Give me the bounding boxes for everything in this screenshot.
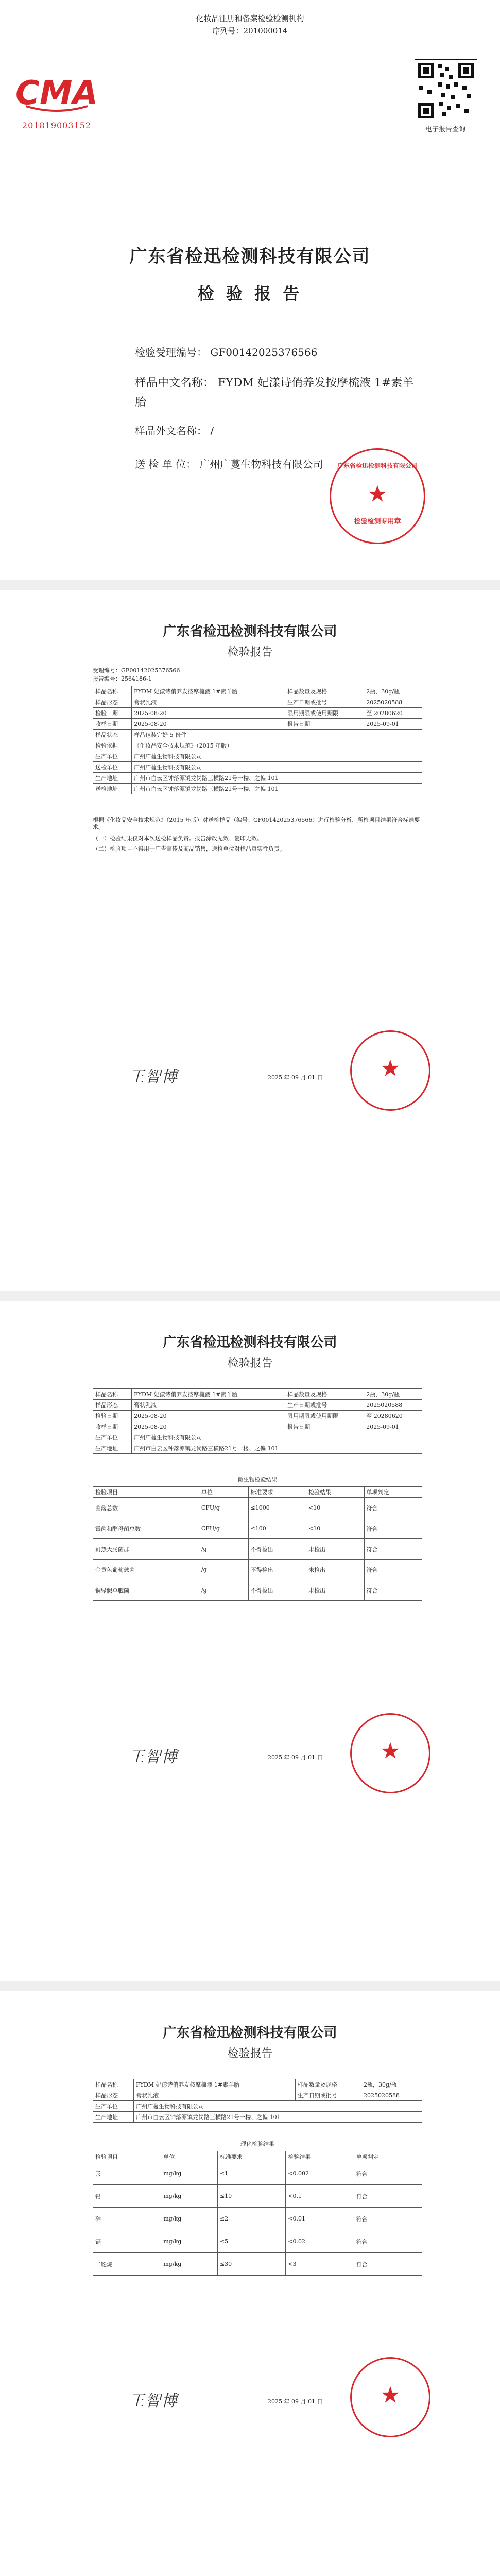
table-row <box>93 2185 422 2208</box>
table-cell: 符合 <box>364 1518 422 1539</box>
table-cell: 符合 <box>364 1580 422 1601</box>
table-cell: 检验日期 <box>93 1411 132 1421</box>
page4-date: 2025 年 09 月 01 日 <box>268 2398 323 2405</box>
cover-field-label: 样品中文名称 <box>135 377 203 389</box>
table-row <box>93 784 422 794</box>
table-cell: 铅 <box>93 2185 161 2208</box>
page2-subtitle: 检验报告 <box>227 646 273 659</box>
table-cell: FYDM 妃漾诗俏养发按摩梳液 1#素羊胎 <box>134 2079 296 2090</box>
cover-top-line2: 序列号：201000014 <box>212 26 288 36</box>
table-cell: ≤10 <box>217 2185 285 2208</box>
table-cell: 样品名称 <box>93 2079 134 2090</box>
table-cell: 符合 <box>364 1539 422 1560</box>
page4-company: 广东省检迅检测科技有限公司 <box>163 2025 337 2041</box>
cover-field-value: GF00142025376566 <box>210 346 318 359</box>
sample-info-table <box>93 2079 422 2123</box>
table-cell: 样品包装完好 5 份件 <box>132 730 422 740</box>
table-cell: 广州市白云区钟落潭镇龙岗路三横路21号一楼、之偏 101 <box>132 1443 422 1454</box>
cover-field-value: 广州广蔓生物科技有限公司 <box>199 458 323 470</box>
table-cell: 报告日期 <box>285 1421 364 1432</box>
micro-table-title: 微生物检验结果 <box>237 1476 278 1483</box>
table-cell: 送检单位 <box>93 762 132 773</box>
cover-field-value: FYDM 妃漾诗俏养发按摩梳液 1#素羊胎 <box>135 377 414 409</box>
table-cell: CFU/g <box>199 1518 248 1539</box>
table-cell: ≤100 <box>248 1518 306 1539</box>
table-cell: 限用期限或使用期限 <box>285 1411 364 1421</box>
table-header-cell: 单项判定 <box>354 2151 422 2162</box>
table-cell: 广州广蔓生物科技有限公司 <box>132 1432 422 1443</box>
cover-page <box>0 0 500 580</box>
cma-number: 201819003152 <box>22 121 92 130</box>
table-cell: 检验依据 <box>93 740 132 751</box>
official-seal-icon <box>350 2357 430 2437</box>
table-row <box>93 2090 422 2101</box>
official-seal-icon <box>350 1713 430 1793</box>
table-cell: ≤30 <box>217 2253 285 2276</box>
table-cell: 2025-09-01 <box>364 1421 422 1432</box>
table-cell: 金黄色葡萄球菌 <box>93 1560 199 1580</box>
conclusion-text-1: 根据《化妆品安全技术规范》（2015 年版）对送检样品（编号：GF00142025376566）进行检验分析，所检项目结果符合标准要求。 <box>93 817 420 831</box>
table-cell: 符合 <box>354 2208 422 2230</box>
official-seal-icon <box>330 448 425 544</box>
table-row <box>93 686 422 697</box>
report-page-2 <box>0 590 500 1291</box>
page2-company: 广东省检迅检测科技有限公司 <box>163 624 337 639</box>
table-cell: 广州广蔓生物科技有限公司 <box>134 2101 422 2112</box>
conclusion-text-2: （一）检验结果仅对本次送检样品负责。报告涂改无效、复印无效。 <box>93 835 263 842</box>
page3-subtitle: 检验报告 <box>227 1357 273 1370</box>
table-cell: 送检地址 <box>93 784 132 794</box>
table-cell: 未检出 <box>306 1580 364 1601</box>
table-row <box>93 1443 422 1454</box>
cma-logo <box>10 72 103 118</box>
table-cell: 生产单位 <box>93 1432 132 1443</box>
table-row <box>93 1411 422 1421</box>
sample-info-table <box>93 1388 422 1454</box>
svg-text:CMA: CMA <box>15 74 98 112</box>
cover-company-name: 广东省检迅检测科技有限公司 <box>129 246 371 267</box>
table-cell: ≤5 <box>217 2230 285 2253</box>
table-row <box>93 2101 422 2112</box>
table-cell: 符合 <box>354 2253 422 2276</box>
qr-code-icon <box>415 59 477 122</box>
table-cell: 广州市白云区钟落潭镇龙岗路三横路21号一楼、之偏 101 <box>132 784 422 794</box>
table-cell: 生产单位 <box>93 751 132 762</box>
seal-text: 广东省检迅检测科技有限公司 <box>337 462 418 469</box>
official-seal-icon <box>350 1030 430 1111</box>
table-row <box>93 1580 422 1601</box>
table-cell: 铜绿假单胞菌 <box>93 1580 199 1601</box>
table-cell: mg/kg <box>161 2208 218 2230</box>
page2-date: 2025 年 09 月 01 日 <box>268 1074 323 1081</box>
table-header-cell: 检验结果 <box>306 1487 364 1498</box>
table-cell: 样品形态 <box>93 1400 132 1411</box>
table-cell: 膏状乳液 <box>132 697 285 708</box>
table-cell: 样品数量及规格 <box>285 686 364 697</box>
cover-field-label: 送 检 单 位 <box>135 458 186 470</box>
table-row <box>93 719 422 730</box>
table-cell: <3 <box>286 2253 354 2276</box>
table-cell: FYDM 妃漾诗俏养发按摩梳液 1#素羊胎 <box>132 1389 285 1400</box>
table-row <box>93 1400 422 1411</box>
cover-field-3: 样品外文名称： / <box>135 425 214 437</box>
conclusion-text-3: （二）检验项目不得用于广告宣传及商品销售，送检单位对样品真实性负责。 <box>93 845 285 852</box>
table-cell: 2025-08-20 <box>132 1421 285 1432</box>
table-cell: 生产单位 <box>93 2101 134 2112</box>
table-cell: 符合 <box>364 1560 422 1580</box>
table-cell: 至 20280620 <box>364 708 422 719</box>
table-cell: 2025-08-20 <box>132 719 285 730</box>
qr-caption: 电子报告查询 <box>425 126 465 133</box>
page3-date: 2025 年 09 月 01 日 <box>268 1754 323 1761</box>
table-cell: 样品形态 <box>93 2090 134 2101</box>
table-cell: /g <box>199 1580 248 1601</box>
table-cell: 汞 <box>93 2162 161 2185</box>
table-header-cell: 标准要求 <box>248 1487 306 1498</box>
table-cell: 报告日期 <box>285 719 364 730</box>
table-cell: 未检出 <box>306 1560 364 1580</box>
table-row <box>93 697 422 708</box>
table-cell: 符合 <box>354 2230 422 2253</box>
table-cell: <0.02 <box>286 2230 354 2253</box>
table-row <box>93 1560 422 1580</box>
table-row <box>93 708 422 719</box>
table-cell: ≤1 <box>217 2162 285 2185</box>
table-row <box>93 1539 422 1560</box>
table-cell: 样品名称 <box>93 1389 132 1400</box>
table-cell: 耐热大肠菌群 <box>93 1539 199 1560</box>
table-cell: 收样日期 <box>93 1421 132 1432</box>
cover-field-label: 样品外文名称 <box>135 425 197 437</box>
table-cell: 广州广蔓生物科技有限公司 <box>132 762 422 773</box>
table-cell: FYDM 妃漾诗俏养发按摩梳液 1#素羊胎 <box>132 686 285 697</box>
page2-report-no: 报告编号：2564186-1 <box>93 675 152 682</box>
table-cell: 不得检出 <box>248 1580 306 1601</box>
table-cell: <10 <box>306 1498 364 1518</box>
table-row <box>93 773 422 784</box>
table-cell: 生产日期或批号 <box>285 1400 364 1411</box>
table-row <box>93 762 422 773</box>
table-row <box>93 2079 422 2090</box>
table-cell: 限用期限或使用期限 <box>285 708 364 719</box>
chem-results-table <box>93 2151 422 2276</box>
table-cell: /g <box>199 1539 248 1560</box>
table-row <box>93 1432 422 1443</box>
signature-image: 王智博 <box>129 1068 178 1086</box>
table-cell: 广州广蔓生物科技有限公司 <box>132 751 422 762</box>
table-cell: 生产地址 <box>93 2112 134 2123</box>
table-header-cell: 检验项目 <box>93 2151 161 2162</box>
table-cell: 砷 <box>93 2208 161 2230</box>
table-row <box>93 1498 422 1518</box>
table-cell: mg/kg <box>161 2185 218 2208</box>
table-header-row <box>93 1487 422 1498</box>
page-separator <box>0 1291 500 1301</box>
cover-field-label: 检验受理编号 <box>135 346 197 359</box>
table-row <box>93 1389 422 1400</box>
table-cell: 霉菌和酵母菌总数 <box>93 1518 199 1539</box>
table-cell: 样品数量及规格 <box>295 2079 361 2090</box>
table-cell: 不得检出 <box>248 1539 306 1560</box>
table-cell: 广州市白云区钟落潭镇龙岗路三横路21号一楼、之偏 101 <box>134 2112 422 2123</box>
table-row <box>93 2112 422 2123</box>
table-cell: 2瓶，30g/瓶 <box>364 686 422 697</box>
table-cell: 收样日期 <box>93 719 132 730</box>
cover-field-value: / <box>210 425 214 437</box>
table-cell: 样品数量及规格 <box>285 1389 364 1400</box>
table-cell: mg/kg <box>161 2253 218 2276</box>
page-separator <box>0 580 500 590</box>
table-cell: <10 <box>306 1518 364 1539</box>
table-cell: 符合 <box>354 2185 422 2208</box>
page4-subtitle: 检验报告 <box>227 2047 273 2060</box>
table-cell: 生产地址 <box>93 1443 132 1454</box>
star-icon: ★ <box>380 2382 401 2409</box>
table-cell: 生产日期或批号 <box>285 697 364 708</box>
cover-field-1: 检验受理编号： GF00142025376566 <box>135 346 318 359</box>
table-row <box>93 730 422 740</box>
table-cell: 生产地址 <box>93 773 132 784</box>
table-row <box>93 751 422 762</box>
table-cell: 2瓶，30g/瓶 <box>361 2079 422 2090</box>
cover-field-2: 样品中文名称： FYDM 妃漾诗俏养发按摩梳液 1#素羊胎 <box>135 377 414 409</box>
table-cell: 菌落总数 <box>93 1498 199 1518</box>
table-header-cell: 检验项目 <box>93 1487 199 1498</box>
signature-image: 王智博 <box>129 2392 178 2410</box>
page2-accept-no: 受理编号：GF00142025376566 <box>93 667 180 674</box>
table-row <box>93 2208 422 2230</box>
table-header-cell: 单项判定 <box>364 1487 422 1498</box>
table-cell: <0.01 <box>286 2208 354 2230</box>
table-header-cell: 标准要求 <box>217 2151 285 2162</box>
table-row <box>93 2230 422 2253</box>
chem-table-title: 理化检验结果 <box>240 2141 274 2147</box>
table-row <box>93 740 422 751</box>
table-cell: 至 20280620 <box>364 1411 422 1421</box>
table-header-row <box>93 2151 422 2162</box>
table-cell: 未检出 <box>306 1539 364 1560</box>
cover-report-title: 检 验 报 告 <box>197 284 303 303</box>
table-cell: 样品形态 <box>93 697 132 708</box>
sample-info-table <box>93 686 422 794</box>
table-cell: 符合 <box>364 1498 422 1518</box>
table-cell: 膏状乳液 <box>132 1400 285 1411</box>
table-cell: <0.1 <box>286 2185 354 2208</box>
table-row <box>93 1421 422 1432</box>
table-cell: ≤2 <box>217 2208 285 2230</box>
table-header-cell: 检验结果 <box>286 2151 354 2162</box>
micro-results-table <box>93 1486 422 1601</box>
table-cell: 样品状态 <box>93 730 132 740</box>
table-cell: /g <box>199 1560 248 1580</box>
table-cell: ≤1000 <box>248 1498 306 1518</box>
table-row <box>93 1518 422 1539</box>
table-cell: 膏状乳液 <box>134 2090 296 2101</box>
table-cell: 样品名称 <box>93 686 132 697</box>
table-header-cell: 单位 <box>199 1487 248 1498</box>
table-cell: 二噁烷 <box>93 2253 161 2276</box>
report-page-3 <box>0 1301 500 1981</box>
table-cell: 2025-08-20 <box>132 1411 285 1421</box>
table-cell: 2025020588 <box>364 1400 422 1411</box>
table-header-cell: 单位 <box>161 2151 218 2162</box>
table-cell: 2瓶，30g/瓶 <box>364 1389 422 1400</box>
cover-field-4: 送 检 单 位： 广州广蔓生物科技有限公司 <box>135 458 323 470</box>
table-cell: 生产日期或批号 <box>295 2090 361 2101</box>
star-icon: ★ <box>380 1738 401 1765</box>
table-cell: 符合 <box>354 2162 422 2185</box>
page3-company: 广东省检迅检测科技有限公司 <box>163 1335 337 1350</box>
report-page-4 <box>0 1991 500 2576</box>
star-icon: ★ <box>367 481 388 507</box>
table-row <box>93 2162 422 2185</box>
page-separator <box>0 1981 500 1991</box>
table-row <box>93 2253 422 2276</box>
table-cell: 广州市白云区钟落潭镇龙岗路三横路21号一楼、之偏 101 <box>132 773 422 784</box>
cover-top-line1: 化妆品注册和备案检验检测机构 <box>196 14 304 23</box>
table-cell: 检验日期 <box>93 708 132 719</box>
table-cell: CFU/g <box>199 1498 248 1518</box>
table-cell: 镉 <box>93 2230 161 2253</box>
seal-subtext: 检验检测专用章 <box>354 518 401 526</box>
star-icon: ★ <box>380 1055 401 1082</box>
table-cell: 不得检出 <box>248 1560 306 1580</box>
table-cell: 2025-08-20 <box>132 708 285 719</box>
signature-image: 王智博 <box>129 1748 178 1766</box>
table-cell: 《化妆品安全技术规范》（2015 年版） <box>132 740 422 751</box>
table-cell: 2025-09-01 <box>364 719 422 730</box>
table-cell: 2025020588 <box>361 2090 422 2101</box>
table-cell: <0.002 <box>286 2162 354 2185</box>
table-cell: mg/kg <box>161 2162 218 2185</box>
table-cell: mg/kg <box>161 2230 218 2253</box>
table-cell: 2025020588 <box>364 697 422 708</box>
